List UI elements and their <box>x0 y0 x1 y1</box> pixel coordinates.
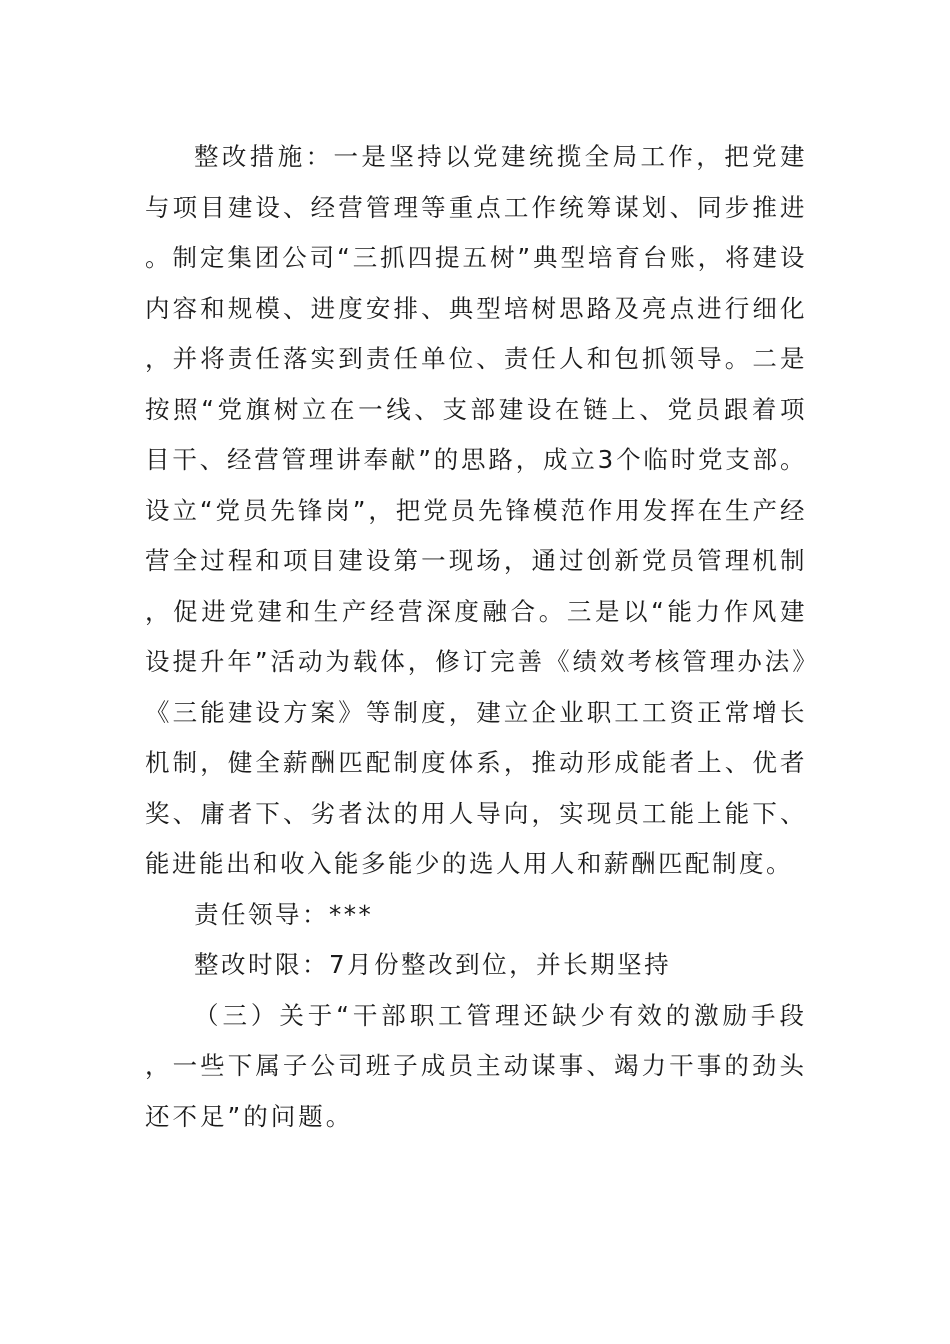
rectification-measures-paragraph: 整改措施：一是坚持以党建统揽全局工作，把党建与项目建设、经营管理等重点工作统筹谋划、同步推进。制定集团公司“三抓四提五树”典型培育台账，将建设内容和规模、进度安排、典型培树思路及亮点进行细化，并将责任落实到责任单位、责任人和包抓领导。二是按照“党旗树立在一线、支部建设在链上、党员跟着项目干、经营管理讲奉献”的思路，成立3个临时党支部。设立“党员先锋岗”，把党员先锋模范作用发挥在生产经营全过程和项目建设第一现场，通过创新党员管理机制，促进党建和生产经营深度融合。三是以“能力作风建设提升年”活动为载体，修订完善《绩效考核管理办法》《三能建设方案》等制度，建立企业职工工资正常增长机制，健全薪酬匹配制度体系，推动形成能者上、优者奖、庸者下、劣者汰的用人导向，实现员工能上能下、能进能出和收入能多能少的选人用人和薪酬匹配制度。 <box>145 142 807 878</box>
document-body <box>145 132 807 1142</box>
rectification-deadline-line: 整改时限：7月份整改到位，并长期坚持 <box>194 950 672 979</box>
section-three-heading: （三）关于“干部职工管理还缺少有效的激励手段，一些下属子公司班子成员主动谋事、竭力干事的劲头还不足”的问题。 <box>145 1000 807 1131</box>
responsible-leader-line: 责任领导：*** <box>194 899 374 929</box>
